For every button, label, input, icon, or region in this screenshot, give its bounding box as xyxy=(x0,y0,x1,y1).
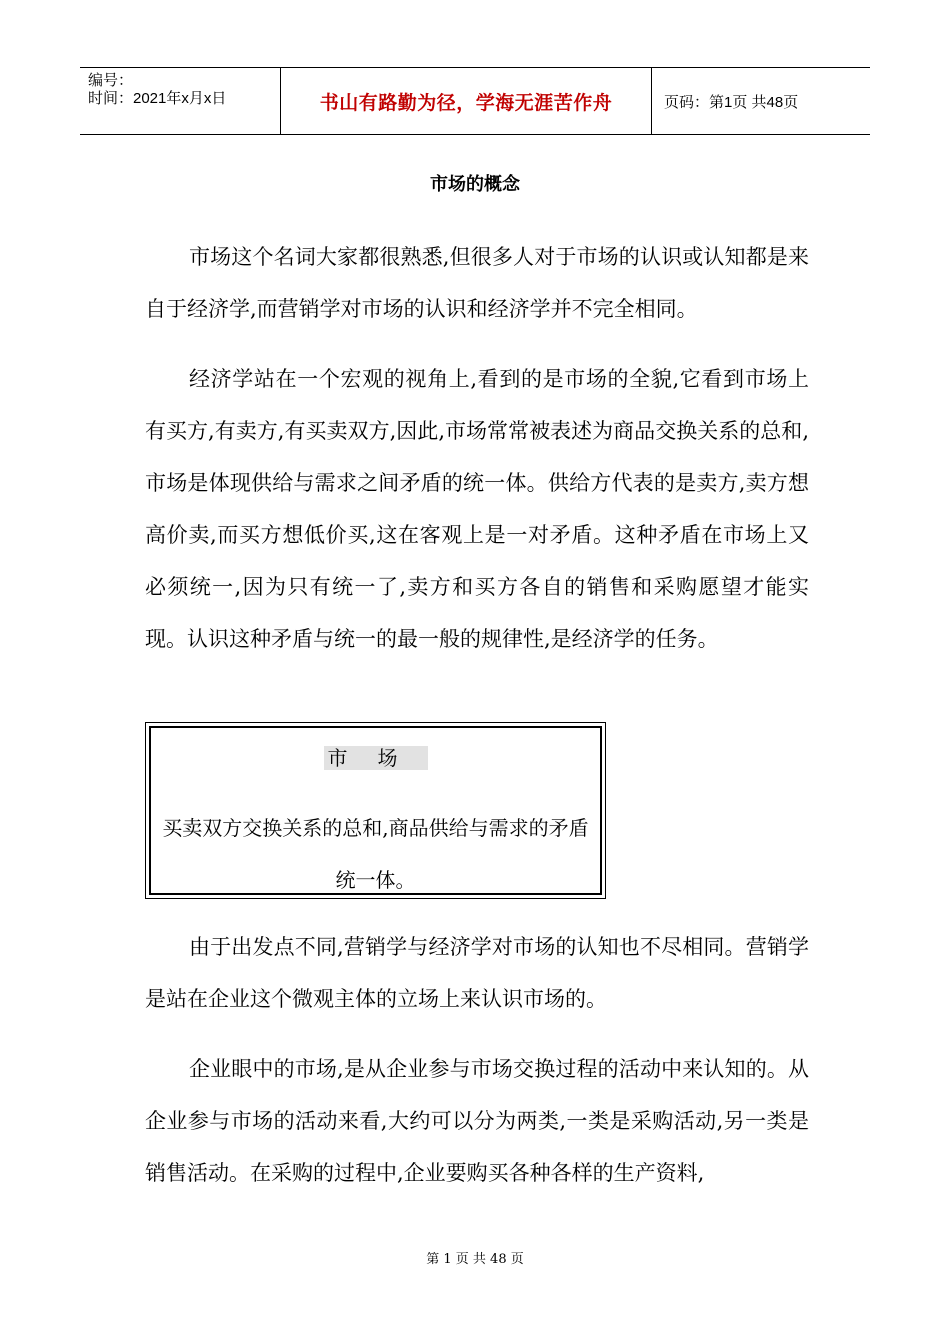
number-label: 编号： xyxy=(88,72,134,89)
definition-box-frame xyxy=(149,726,602,895)
definition-heading: 市场 xyxy=(324,746,428,770)
definition-heading-wrap xyxy=(151,742,600,771)
document-title: 市场的概念 xyxy=(430,174,520,195)
page-footer: 第 1 页 共 48 页 xyxy=(426,1252,524,1267)
header-motto-cell xyxy=(280,68,652,134)
paragraph: 经济学站在一个宏观的视角上,看到的是市场的全貌,它看到市场上有买方,有卖方,有买卖双方,因此,市场常常被表述为商品交换关系的总和,市场是体现供给与需求之间矛盾的统一体。供给方代表的是卖方,卖方想高价卖,而买方想低价买,这在客观上是一对矛盾。这种矛盾在市场上又必须统一,因为只有统一了,卖方和买方各自的销售和采购愿望才能实现。认识这种矛盾与统一的最一般的规律性,是经济学的任务。 xyxy=(145,367,809,651)
header-meta xyxy=(80,68,280,134)
paragraph: 企业眼中的市场,是从企业参与市场交换过程的活动中来认知的。从企业参与市场的活动来看,大约可以分为两类,一类是采购活动,另一类是销售活动。在采购的过程中,企业要购买各种各样的生产资料, xyxy=(145,1057,809,1185)
paragraph: 市场这个名词大家都很熟悉,但很多人对于市场的认识或认知都是来自于经济学,而营销学对市场的认识和经济学并不完全相同。 xyxy=(145,245,809,321)
paragraph: 由于出发点不同,营销学与经济学对市场的认知也不尽相同。营销学是站在企业这个微观主体的立场上来认识市场的。 xyxy=(145,935,809,1011)
header-motto: 书山有路勤为径，学海无涯苦作舟 xyxy=(319,91,613,114)
header-page-info: 页码：第1页 共48页 xyxy=(664,93,799,111)
time-label: 时间：2021年x月x日 xyxy=(88,90,227,107)
document-header xyxy=(80,67,870,135)
definition-box xyxy=(145,722,606,899)
definition-text: 买卖双方交换关系的总和,商品供给与需求的矛盾统一体。 xyxy=(162,816,589,892)
